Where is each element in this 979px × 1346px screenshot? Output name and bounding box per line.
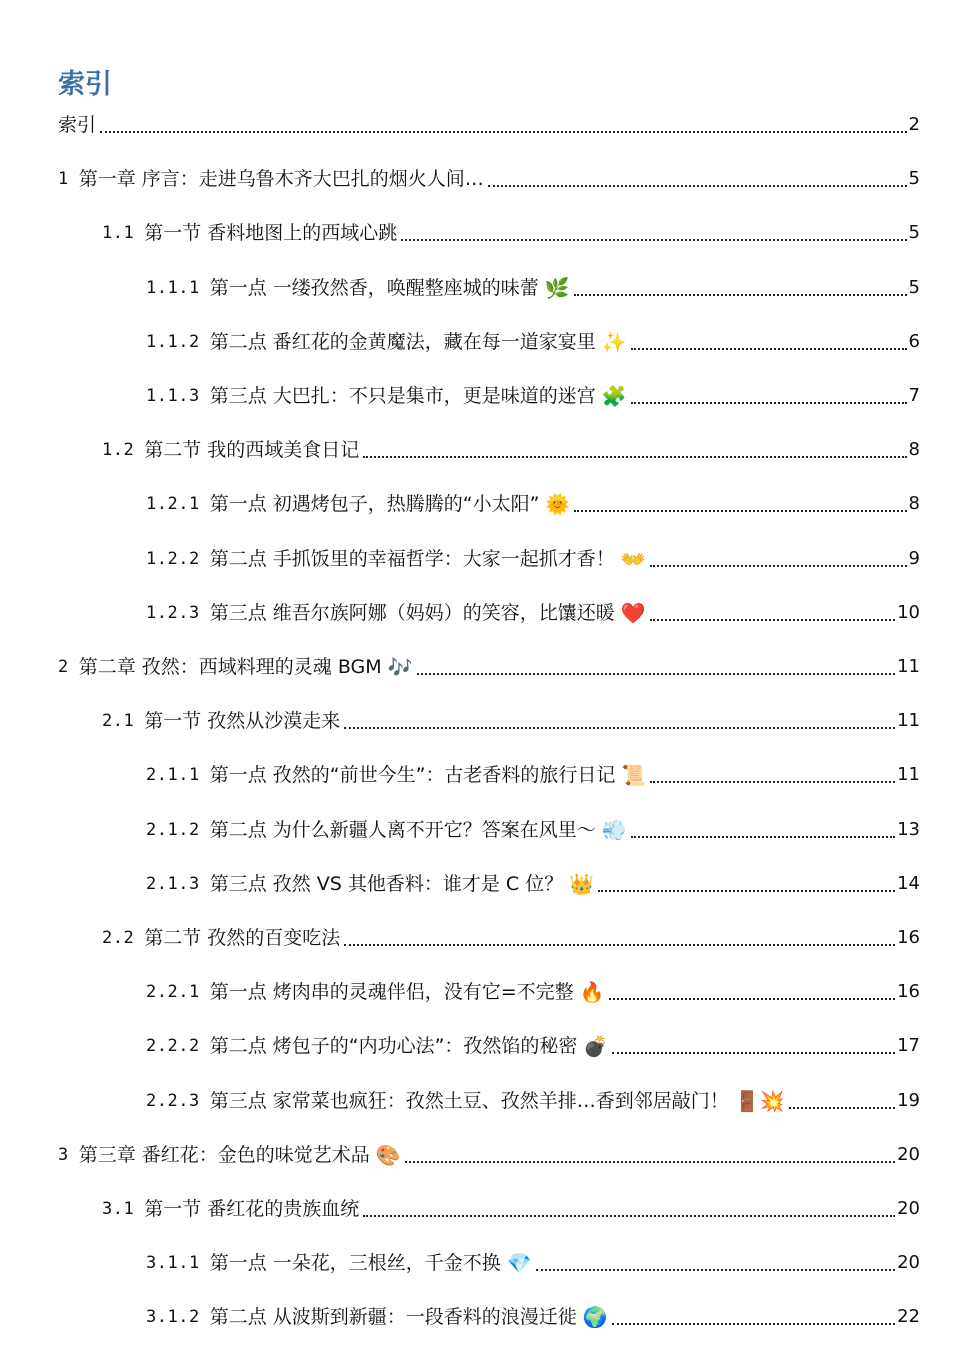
toc-entry-title: 第三章 番红花：金色的味觉艺术品 bbox=[78, 1143, 370, 1166]
dot-leader bbox=[574, 509, 906, 512]
emoji-icon: 💨 bbox=[601, 817, 627, 842]
emoji-icon: ❤️ bbox=[620, 600, 646, 625]
toc-page-number: 17 bbox=[897, 1035, 920, 1057]
dot-leader bbox=[536, 1268, 895, 1271]
toc-entry-number: 2 bbox=[58, 657, 69, 677]
toc-entry[interactable] bbox=[146, 267, 920, 301]
toc-page-number: 22 bbox=[897, 1306, 920, 1328]
toc-entry-title: 第三点 孜然 VS 其他香料：谁才是 C 位？ bbox=[209, 872, 564, 895]
toc-page-number: 2 bbox=[908, 114, 920, 135]
toc-entry-number: 1.2.1 bbox=[146, 494, 200, 515]
toc-page-number: 6 bbox=[908, 330, 920, 352]
toc-page-number: 20 bbox=[897, 1143, 920, 1165]
toc-entry[interactable] bbox=[146, 971, 920, 1005]
toc-entry[interactable] bbox=[58, 104, 920, 138]
toc-page-number: 19 bbox=[897, 1089, 920, 1111]
toc-heading: 索引 bbox=[58, 69, 112, 100]
toc-page-number: 11 bbox=[897, 710, 920, 732]
toc-entry-number: 2.2.2 bbox=[146, 1036, 200, 1057]
toc-page-number: 9 bbox=[908, 547, 920, 569]
toc-page-number: 5 bbox=[908, 222, 920, 244]
toc-entry[interactable] bbox=[102, 429, 920, 463]
toc-entry[interactable] bbox=[146, 863, 920, 897]
dot-leader bbox=[405, 1160, 895, 1163]
dot-leader bbox=[631, 347, 907, 350]
toc-entry-number: 1.1.2 bbox=[146, 331, 200, 352]
toc-page-number: 10 bbox=[897, 601, 920, 623]
toc-entry-number: 3 bbox=[58, 1144, 69, 1165]
toc-entry-title: 第二点 手抓饭里的幸福哲学：大家一起抓才香！ bbox=[209, 547, 615, 570]
toc-entry-number: 3.1.1 bbox=[146, 1253, 200, 1274]
dot-leader bbox=[598, 889, 895, 892]
toc-page-number: 20 bbox=[897, 1252, 920, 1274]
toc-entry-number: 2.1.1 bbox=[146, 765, 200, 786]
dot-leader bbox=[344, 943, 895, 946]
emoji-icon: ✨ bbox=[601, 329, 627, 354]
toc-entry-number: 2.1 bbox=[102, 711, 135, 732]
emoji-icon: 💣 bbox=[583, 1034, 609, 1059]
emoji-icon: 👑 bbox=[569, 871, 595, 896]
toc-entry[interactable] bbox=[146, 754, 920, 788]
toc-entry-number: 2.2.1 bbox=[146, 982, 200, 1003]
toc-entry-number: 1.1.3 bbox=[146, 386, 200, 406]
toc-entry[interactable] bbox=[102, 700, 920, 734]
toc-entry-number: 3.1.2 bbox=[146, 1307, 200, 1328]
toc-entry-title: 第二节 我的西域美食日记 bbox=[144, 439, 360, 462]
toc-page-number: 8 bbox=[908, 493, 920, 515]
toc-entry-number: 2.1.3 bbox=[146, 873, 200, 894]
toc-entry-title: 第一节 孜然从沙漠走来 bbox=[144, 710, 341, 733]
dot-leader bbox=[612, 1322, 895, 1325]
toc-entry[interactable] bbox=[146, 375, 920, 409]
emoji-icon: 🌿 bbox=[544, 275, 570, 300]
dot-leader bbox=[650, 618, 895, 621]
emoji-icon: 💎 bbox=[506, 1251, 532, 1276]
toc-entry[interactable] bbox=[146, 592, 920, 626]
toc-entry-title: 第一节 番红花的贵族血统 bbox=[144, 1198, 360, 1220]
dot-leader bbox=[650, 564, 907, 567]
dot-leader bbox=[574, 293, 907, 296]
toc-page-number: 16 bbox=[897, 981, 920, 1003]
emoji-icon: 🔥 bbox=[579, 980, 605, 1005]
toc-entry-title: 第一点 孜然的“前世今生”：古老香料的旅行日记 bbox=[209, 764, 616, 787]
dot-leader bbox=[612, 1051, 895, 1054]
toc-page-number: 5 bbox=[908, 276, 920, 298]
dot-leader bbox=[100, 130, 907, 133]
toc-entry-title: 第三点 维吾尔族阿娜（妈妈）的笑容，比馕还暖 bbox=[209, 601, 615, 624]
dot-leader bbox=[488, 184, 907, 187]
toc-entry-number: 2.2 bbox=[102, 928, 135, 948]
dot-leader bbox=[631, 835, 895, 838]
toc-entry-title: 第二点 番红花的金黄魔法，藏在每一道家宴里 bbox=[209, 330, 596, 353]
toc-page-number: 14 bbox=[897, 872, 920, 894]
toc-entry[interactable] bbox=[146, 1080, 920, 1114]
toc-page-number: 7 bbox=[908, 385, 920, 406]
toc-entry-title: 第一节 香料地图上的西域心跳 bbox=[144, 222, 398, 245]
toc-entry[interactable] bbox=[146, 809, 920, 843]
dot-leader bbox=[631, 401, 907, 404]
dot-leader bbox=[609, 997, 896, 1000]
toc-entry-title: 第一点 烤肉串的灵魂伴侣，没有它=不完整 bbox=[209, 981, 574, 1004]
emoji-icon: 🎨 bbox=[375, 1142, 401, 1167]
toc-page-number: 11 bbox=[897, 656, 920, 677]
toc-page-number: 5 bbox=[908, 168, 920, 190]
toc-entry[interactable] bbox=[102, 1188, 920, 1222]
toc-entry-title: 索引 bbox=[58, 114, 97, 136]
emoji-icon: 🌞 bbox=[545, 492, 571, 517]
toc-entry-number: 3.1 bbox=[102, 1199, 135, 1219]
toc-entry[interactable] bbox=[58, 158, 920, 192]
toc-entry-number: 2.1.2 bbox=[146, 819, 200, 840]
toc-entry[interactable] bbox=[102, 917, 920, 951]
toc-page-number: 8 bbox=[908, 439, 920, 461]
toc-entry[interactable] bbox=[146, 538, 920, 572]
dot-leader bbox=[344, 726, 895, 729]
toc-entry[interactable] bbox=[58, 646, 920, 680]
toc-entry[interactable] bbox=[58, 1134, 920, 1168]
toc-entry-title: 第二点 为什么新疆人离不开它？答案在风里～ bbox=[209, 818, 596, 841]
toc-entry-title: 第一章 序言：走进乌鲁木齐大巴扎的烟火人间… bbox=[78, 168, 484, 191]
toc-entry-title: 第三点 大巴扎：不只是集市，更是味道的迷宫 bbox=[209, 385, 596, 407]
toc-entry[interactable] bbox=[146, 321, 920, 355]
emoji-icon: 🎶 bbox=[387, 655, 413, 679]
toc-entry-title: 第二节 孜然的百变吃法 bbox=[144, 927, 341, 949]
toc-entry-title: 第一点 初遇烤包子，热腾腾的“小太阳” bbox=[209, 493, 540, 516]
toc-entry-number: 1.1.1 bbox=[146, 277, 200, 298]
toc-entry-title: 第二点 烤包子的“内功心法”：孜然馅的秘密 bbox=[209, 1035, 578, 1058]
dot-leader bbox=[417, 672, 896, 675]
toc-entry-number: 1 bbox=[58, 169, 69, 190]
emoji-icon: 🚪💥 bbox=[734, 1088, 785, 1113]
toc-entry-number: 1.1 bbox=[102, 223, 135, 244]
toc-entry[interactable] bbox=[146, 1242, 920, 1276]
toc-entry[interactable] bbox=[146, 1025, 920, 1059]
toc-page-number: 16 bbox=[897, 927, 920, 948]
dot-leader bbox=[363, 455, 906, 458]
dot-leader bbox=[789, 1106, 896, 1109]
toc-entry-number: 1.2.3 bbox=[146, 602, 200, 623]
emoji-icon: 🌍 bbox=[582, 1305, 608, 1330]
toc-entry[interactable] bbox=[146, 483, 920, 517]
toc-entry-number: 1.2 bbox=[102, 440, 135, 461]
emoji-icon: 🧩 bbox=[601, 384, 627, 408]
dot-leader bbox=[650, 780, 895, 783]
toc-page-number: 11 bbox=[897, 764, 920, 786]
toc-entry-title: 第三点 家常菜也疯狂：孜然土豆、孜然羊排…香到邻居敲门！ bbox=[209, 1089, 729, 1112]
toc-entry[interactable] bbox=[102, 212, 920, 246]
toc-page-number: 13 bbox=[897, 818, 920, 840]
toc-entry-title: 第二章 孜然：西域料理的灵魂 BGM bbox=[78, 656, 382, 678]
toc-entry-number: 2.2.3 bbox=[146, 1090, 200, 1111]
dot-leader bbox=[401, 238, 906, 241]
toc-entry-number: 1.2.2 bbox=[146, 548, 200, 569]
toc-entry-title: 第一点 一缕孜然香，唤醒整座城的味蕾 bbox=[209, 276, 539, 299]
toc-entry-title: 第二点 从波斯到新疆：一段香料的浪漫迁徙 bbox=[209, 1306, 577, 1329]
toc-entry-title: 第一点 一朵花，三根丝，千金不换 bbox=[209, 1252, 501, 1275]
toc-page-number: 20 bbox=[897, 1198, 920, 1219]
emoji-icon: 👐 bbox=[620, 546, 646, 571]
emoji-icon: 📜 bbox=[621, 763, 647, 788]
dot-leader bbox=[363, 1214, 895, 1217]
toc-entry[interactable] bbox=[146, 1296, 920, 1330]
